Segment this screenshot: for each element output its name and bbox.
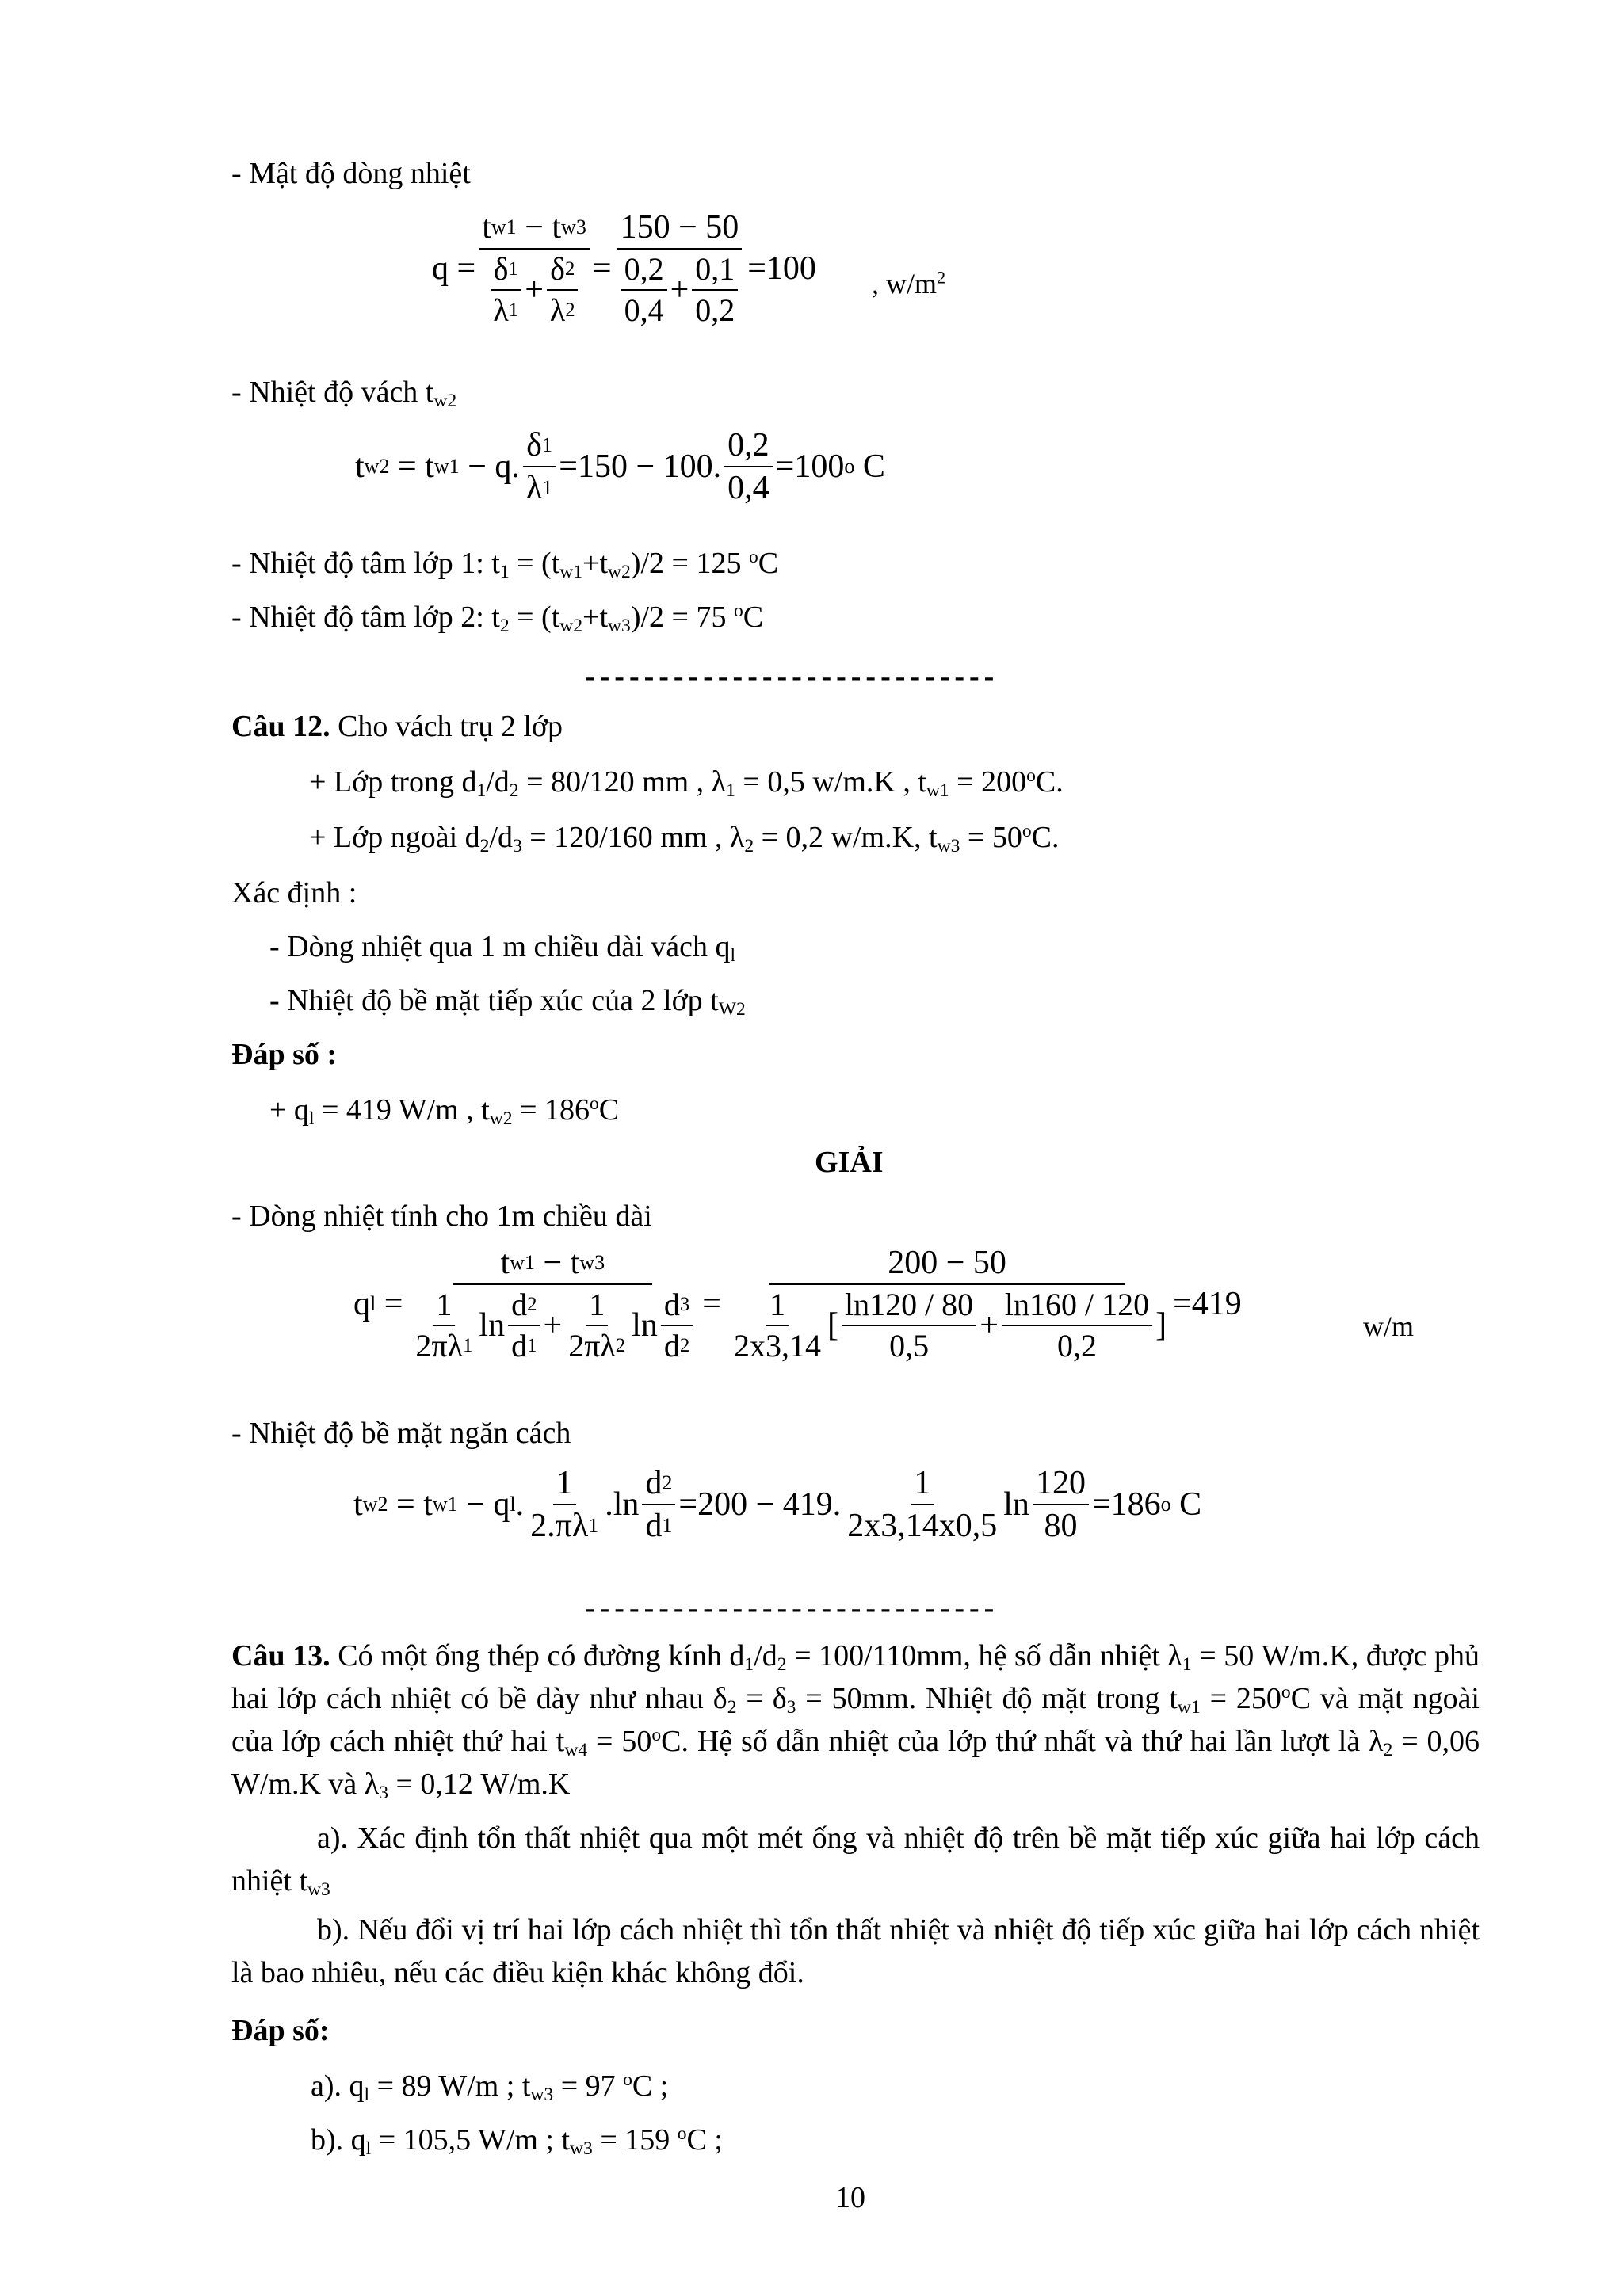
page-number: 10 <box>835 2181 865 2214</box>
question-13-body: Câu 13. Có một ống thép có đường kính $d_1/d_2 = 100/110mm$, hệ số dẫn nhiệt $\lambda_1 = 50$ W/m.K, được phủ hai lớp cách nhiệt có bề dày như nhau $\delta_2 = \delta_3 = 50mm$. Nhiệt độ mặt trong $t_{w1} = 250^oC$ và mặt ngoài của lớp cách nhiệt thứ hai $t_{w4} = 50^oC$. Hệ số dẫn nhiệt của lớp thứ nhất và thứ hai lần lượt là $\lambda_2 = 0,06$ W/m.K và $\lambda_3 = 0,12$ W/m.K <box>231 1639 1480 1803</box>
solution-line-2: - Nhiệt độ bề mặt ngăn cách <box>231 1417 571 1450</box>
question-13-answer-b: b). $q_l = 105,5$ W/m ; $t_{w3} = 159$ $^o$C ; <box>311 2123 723 2159</box>
question-12-answer-label: Đáp số : <box>231 1038 338 1071</box>
equation-heat-flux: q = t w1 − t w3 δ 1 λ 1 + δ 2 λ 2 = 150 − 50 0,2 0,4 + 0,1 0,2 =100 <box>432 209 816 329</box>
question-12-task-1: - Dòng nhiệt qua 1 m chiều dài vách $q_l$ <box>269 930 735 966</box>
question-13-answer-a: a). $q_l = 89$ W/m ; $t_{w3} = 97$ $^o$C ; <box>311 2069 669 2105</box>
equation-linear-heat-flux: q l = t w1 − t w3 1 2πλ 1 ln d 2 d 1 + 1 2πλ 2 ln d 3 d 2 = 200 − 50 1 2x3,14 [ ln120 / 80 0,5 + ln160 / 120 0,2 ] =419 <box>353 1245 1242 1364</box>
equation-wall-temp: t w2 = t w1 − q. δ 1 λ 1 =150 − 100. 0,2 0,4 =100 o C <box>355 427 885 507</box>
text-line-tam-lop-1: - Nhiệt độ tâm lớp 1: $t_1 = (t_{w1}+t_{w2})/2 = 125$ $^o$C <box>231 547 779 582</box>
question-13-part-a: a). Xác định tổn thất nhiệt qua một mét ống và nhiệt độ trên bề mặt tiếp xúc giữa hai lớp cách nhiệt $t_{w3}$ <box>231 1821 1480 1900</box>
equation-interface-temp: t w2 = t w1 − q l . 1 2.πλ 1 .ln d 2 d 1 =200 − 419. 1 2x3,14x0,5 ln 120 80 =186 o C <box>353 1465 1202 1545</box>
question-12-answer: + $q_l = 419$ W/m , $t_{w2} = 186^oC$ <box>269 1093 620 1129</box>
separator-1: ---------------------------- <box>585 660 999 693</box>
separator-2: ---------------------------- <box>585 1592 999 1625</box>
question-12-xac-dinh: Xác định : <box>231 876 357 910</box>
text-line-vach: - Nhiệt độ vách $t_{w2}$ <box>231 376 457 411</box>
equation-unit: , $w/m^2$ <box>872 267 946 299</box>
question-12-layer-outer: + Lớp ngoài $d_2/d_3 = 120/160$ mm , $\lambda_2 = 0,2$ w/m.K, $t_{w3} = 50^oC$. <box>309 821 1060 856</box>
question-12-task-2: - Nhiệt độ bề mặt tiếp xúc của 2 lớp $t_{W2}$ <box>269 984 746 1020</box>
text-line-mat-do: - Mật độ dòng nhiệt <box>231 157 471 190</box>
question-12-title: Câu 12. Cho vách trụ 2 lớp <box>231 710 563 743</box>
question-13-part-b: b). Nếu đổi vị trí hai lớp cách nhiệt thì tổn thất nhiệt và nhiệt độ tiếp xúc giữa hai lớp cách nhiệt là bao nhiêu, nếu các điều kiện khác không đổi. <box>231 1913 1480 1989</box>
question-12-layer-inner: + Lớp trong $d_1/d_2 = 80/120$ mm , $\lambda_1 = 0,5$ w/m.K , $t_{w1} = 200^oC$. <box>309 765 1064 801</box>
solution-heading: GIẢI <box>815 1146 884 1179</box>
text-line-tam-lop-2: - Nhiệt độ tâm lớp 2: $t_2 = (t_{w2}+t_{w3})/2 = 75$ $^o$C <box>231 601 764 636</box>
question-13-answer-label: Đáp số: <box>231 2014 330 2047</box>
equation-unit-wm: w/m <box>1363 1310 1415 1342</box>
solution-line-1: - Dòng nhiệt tính cho 1m chiều dài <box>231 1199 652 1233</box>
